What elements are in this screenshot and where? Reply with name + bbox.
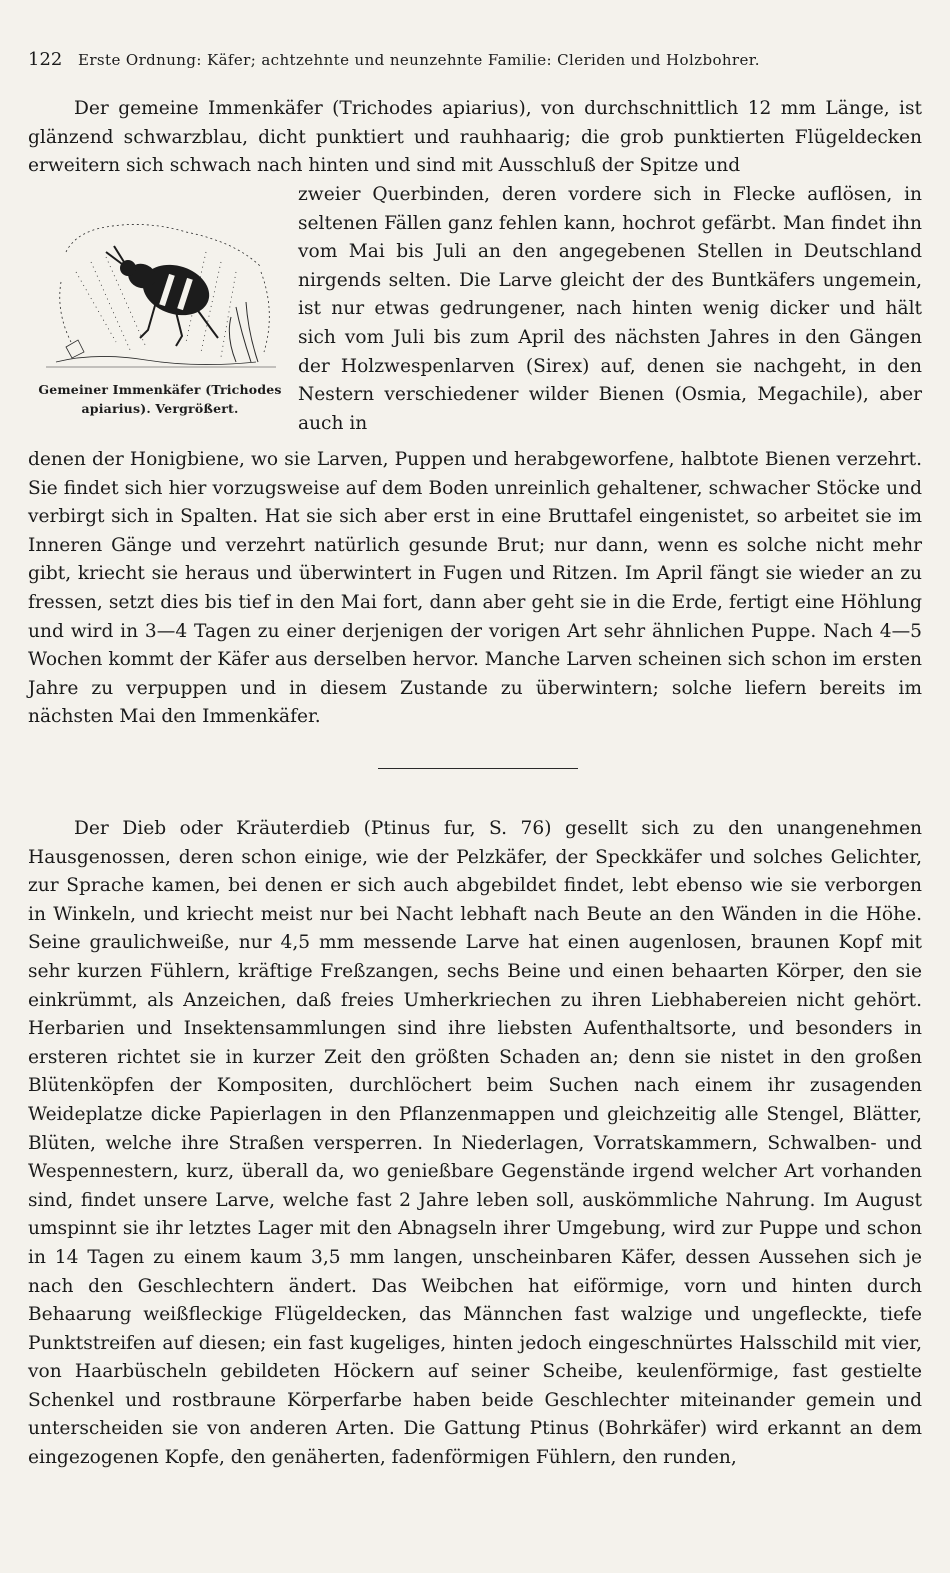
- figure-immenkaefer: [28, 212, 292, 422]
- section-divider: [378, 768, 578, 769]
- running-head: Erste Ordnung: Käfer; achtzehnte und neunzehnte Familie: Cleriden und Holzbohrer.: [78, 51, 760, 69]
- paragraph-immenkaefer-continued: denen der Honigbiene, wo sie Larven, Puppen und herabgeworfene, halbtote Bienen verzehrt. Sie findet sich hier vorzugsweise auf dem Boden unreinlich gehaltener, schwacher Stöcke und verbirgt sich in Spalten. Hat sie sich aber erst in eine Bruttafel eingenistet, so arbeitet sie im Inneren Gänge und verzehrt natürlich gesunde Brut; nur dann, wenn es solche nicht mehr gibt, kriecht sie heraus und überwintert in Fugen und Ritzen. Im April fängt sie wieder an zu fressen, setzt dies bis tief in den Mai fort, dann aber geht sie in die Erde, fertigt eine Höhlung und wird in 3—4 Tagen zu einer derjenigen der vorigen Art sehr ähnlichen Puppe. Nach 4—5 Wochen kommt der Käfer aus derselben hervor. Manche Larven scheinen sich schon im ersten Jahre zu verpuppen und in diesem Zustande zu überwintern; solche liefern bereits im nächsten Mai den Immenkäfer.: [28, 449, 922, 728]
- paragraph-immenkaefer-larva: zweier Querbinden, deren vordere sich in Flecke auflösen, in seltenen Fällen ganz fehlen kann, hochrot gefärbt. Man findet ihn vom Mai bis Juli an den angegebenen Stellen in Deutschland nirgends selten. Die Larve gleicht der des Buntkäfers ungemein, ist nur etwas gedrungener, nach hinten wenig dicker und hält sich vom Juli bis zum April des nächsten Jahres in den Gängen der Holzwespenlarven (Sirex) auf, denen sie nachgeht, in den Nestern verschiedener wilder Bienen (Osmia, Megachile), aber auch in: [298, 184, 922, 434]
- figure-caption: Gemeiner Immenkäfer (Trichodes apiarius). Vergrößert.: [38, 382, 282, 416]
- paragraph-immenkaefer-intro: Der gemeine Immenkäfer (Trichodes apiarius), von durchschnittlich 12 mm Länge, ist glänzend schwarzblau, dicht punktiert und rauhhaarig; die grob punktierten Flügeldecken erweitern sich schwach nach hinten und sind mit Ausschluß der Spitze und: [28, 98, 922, 177]
- page-header: [28, 45, 894, 75]
- beetle-illustration-icon: [36, 212, 286, 377]
- page-number: 122: [28, 49, 63, 70]
- paragraph-kraeuterdieb: Der Dieb oder Kräuterdieb (Ptinus fur, S. 76) gesellt sich zu den unangenehmen Hausgenossen, deren schon einige, wie der Pelzkäfer, der Speckkäfer und solches Gelichter, zur Sprache kamen, bei denen er sich auch abgebildet findet, lebt ebenso wie sie verborgen in Winkeln, und kriecht meist nur bei Nacht lebhaft nach Beute an den Wänden in die Höhe. Seine graulichweiße, nur 4,5 mm messende Larve hat einen augenlosen, braunen Kopf mit sehr kurzen Fühlern, kräftige Freßzangen, sechs Beine und einen behaarten Körper, den sie einkrümmt, als Anzeichen, daß freies Umherkriechen zu ihren Liebhabereien nicht gehört. Herbarien und Insektensammlungen sind ihre liebsten Aufenthaltsorte, und besonders in ersteren richtet sie in kurzer Zeit den größten Schaden an; denn sie nistet in den großen Blütenköpfen der Kompositen, durchlöchert beim Suchen nach einem ihr zusagenden Weideplatze dicke Papierlagen in den Pflanzenmappen und gleichzeitig alle Stengel, Blätter, Blüten, welche ihre Straßen versperren. In Niederlagen, Vorratskammern, Schwalben- und Wespennestern, kurz, überall da, wo genießbare Gegenstände irgend welcher Art vorhanden sind, findet unsere Larve, welche fast 2 Jahre leben soll, auskömmliche Nahrung. Im August umspinnt sie ihr letztes Lager mit den Abnagseln ihrer Umgebung, wird zur Puppe und schon in 14 Tagen zu einem kaum 3,5 mm langen, unscheinbaren Käfer, dessen Aussehen sich je nach den Geschlechtern ändert. Das Weibchen hat eiförmige, vorn und hinten durch Behaarung weißfleckige Flügeldecken, das Männchen fast walzige und ungefleckte, tiefe Punktstreifen auf diesen; ein fast kugeliges, hinten jedoch eingeschnürtes Halsschild mit vier, von Haarbüscheln gebildeten Höckern auf seiner Scheibe, keulenförmige, fast gestielte Schenkel und rostbraune Körperfarbe haben beide Geschlechter miteinander gemein und unterscheiden sie von anderen Arten. Die Gattung Ptinus (Bohrkäfer) wird erkannt an dem eingezogenen Kopfe, den genäherten, fadenförmigen Fühlern, den runden,: [28, 818, 922, 1469]
